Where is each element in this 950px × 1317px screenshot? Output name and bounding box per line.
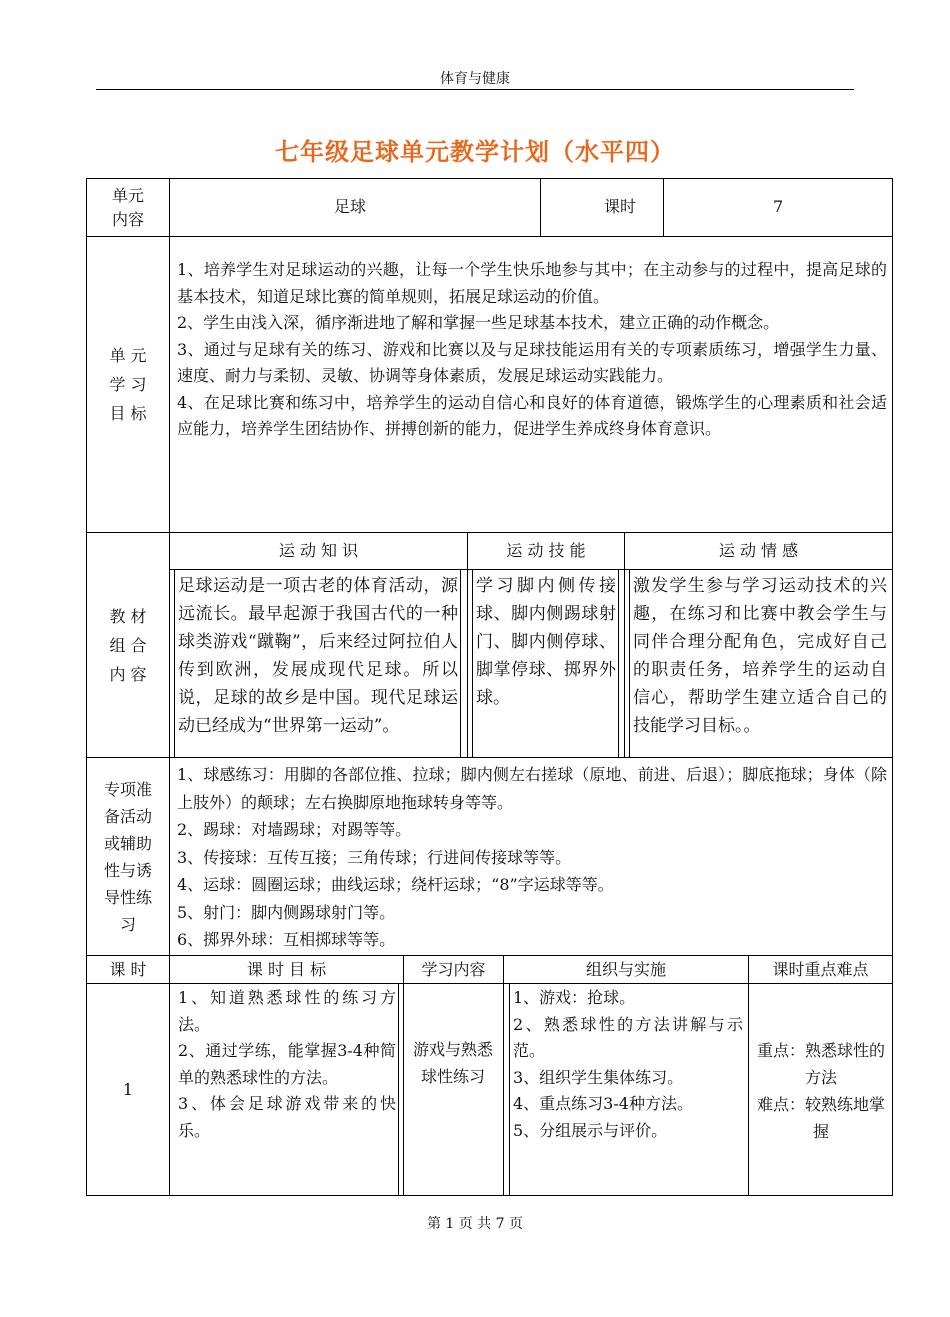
lesson-header-goals: 课 时 目 标 [246, 959, 327, 979]
prep-label: 专项准 备活动 或辅助 性与诱 导性练 习 [103, 779, 152, 934]
lesson-header-keypoints: 课时重点难点 [772, 959, 869, 979]
page-footer: 第 1 页 共 7 页 [426, 1216, 524, 1232]
prep-item: 2、踢球：对墙踢球；对踢等等。 [177, 820, 412, 839]
implementation-item: 3、组织学生集体练习。 [513, 1067, 684, 1087]
implementation-item: 4、重点练习3-4种方法。 [513, 1094, 693, 1113]
lesson-goal-item: 3、体会足球游戏带来的快乐。 [178, 1094, 396, 1140]
document-title: 七年级足球单元教学计划（水平四） [275, 137, 675, 166]
implementation-item: 2、熟悉球性的方法讲解与示范。 [513, 1014, 743, 1060]
lesson-number: 1 [122, 1079, 134, 1099]
unit-goals-label: 单 元 学 习 目 标 [109, 346, 147, 423]
lesson-content: 游戏与熟悉球性练习 [412, 1040, 493, 1086]
hours-label: 课时 [604, 197, 637, 216]
col-emotion-header: 运 动 情 感 [718, 541, 799, 560]
implementation-item: 1、游戏：抢球。 [513, 988, 636, 1007]
lesson-implementation [513, 985, 743, 1144]
col-knowledge-header: 运 动 知 识 [278, 541, 359, 560]
lesson-goal-item: 2、通过学练，能掌握3-4种简单的熟悉球性的方法。 [178, 1041, 396, 1087]
hours-value: 7 [773, 197, 784, 216]
prep-item: 1、球感练习：用脚的各部位推、拉球；脚内侧左右搓球（原地、前进、后退）；脚底拖球；身体（除上肢外）的颠球；左右换脚原地拖球转身等等。 [177, 765, 887, 812]
unit-goals-text [177, 257, 887, 443]
prep-item: 4、运球：圆圈运球；曲线运球；绕杆运球；“8”字运球等等。 [177, 875, 614, 894]
unit-content-value: 足球 [334, 197, 367, 216]
goal-item: 3、通过与足球有关的练习、游戏和比赛以及与足球技能运用有关的专项素质练习，增强学生力量、速度、耐力与柔韧、灵敏、协调等身体素质，发展足球运动实践能力。 [177, 339, 887, 385]
goal-item: 1、培养学生对足球运动的兴趣，让每一个学生快乐地参与其中；在主动参与的过程中，提高足球的基本技术，知道足球比赛的简单规则，拓展足球运动的价值。 [177, 260, 887, 306]
prep-item: 3、传接球：互传互接；三角传球；行进间传接球等等。 [177, 847, 572, 867]
goal-item: 4、在足球比赛和练习中，培养学生的运动自信心和良好的体育道德，锻炼学生的心理素质和社会适应能力，培养学生团结协作、拼搏创新的能力，促进学生养成终身体育意识。 [177, 392, 887, 438]
lesson-header-content: 学习内容 [421, 959, 486, 979]
knowledge-text: 足球运动是一项古老的体育活动，源远流长。最早起源于我国古代的一种球类游戏“蹴鞠”，后来经过阿拉伯人传到欧洲，发展成现代足球。所以说，足球的故乡是中国。现代足球运动已经成为“世界第一运动”。 [178, 576, 458, 736]
emotion-text: 激发学生参与学习运动技术的兴趣，在练习和比赛中教会学生与同伴合理分配角色，完成好自己的职责任务，培养学生的运动自信心，帮助学生建立适合自己的技能学习目标。。 [633, 576, 887, 736]
lesson-goal-item: 1、知道熟悉球性的练习方法。 [178, 988, 396, 1034]
header-rule [96, 89, 854, 90]
implementation-item: 5、分组展示与评价。 [513, 1120, 668, 1140]
unit-content-label: 单元 内容 [111, 185, 144, 229]
prep-item: 6、掷界外球：互相掷球等等。 [177, 930, 396, 949]
materials-label: 教 材 组 合 内 容 [109, 606, 147, 684]
page-header: 体育与健康 [440, 71, 510, 87]
lesson-header-implementation: 组织与实施 [585, 959, 666, 979]
lesson-header-hours: 课 时 [109, 959, 147, 979]
skills-text: 学习脚内侧传接球、脚内侧踢球射门、脚内侧停球、脚掌停球、掷界外球。 [476, 576, 616, 708]
prep-text [177, 761, 887, 954]
col-skills-header: 运 动 技 能 [506, 541, 586, 560]
prep-item: 5、射门：脚内侧踢球射门等。 [177, 902, 396, 922]
goal-item: 2、学生由浅入深，循序渐进地了解和掌握一些足球基本技术，建立正确的动作概念。 [177, 313, 780, 332]
lesson-key-points: 重点：熟悉球性的方法 难点：较熟练地掌握 [756, 1041, 885, 1141]
lesson-goals [178, 985, 396, 1144]
